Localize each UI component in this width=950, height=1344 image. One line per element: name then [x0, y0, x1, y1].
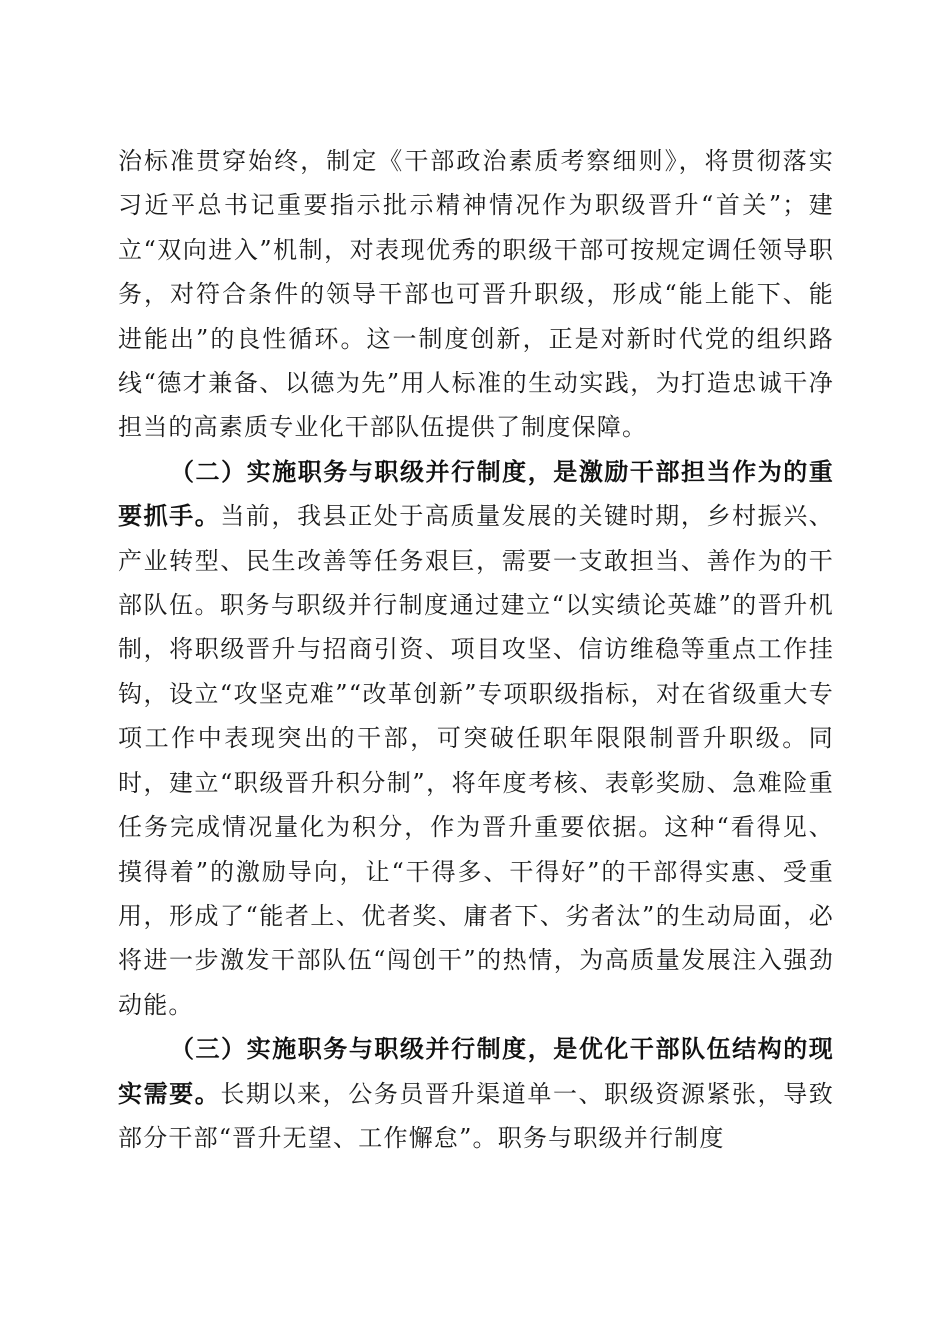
paragraph-1 [118, 139, 834, 450]
paragraph-2-heading: （二）实施职务与职级并行制度，是激励干部担当作为的重要抓手。 [118, 456, 834, 531]
paragraph-3-text: 长期以来，公务员晋升渠道单一、职级资源紧张，导致部分干部“晋升无望、工作懈怠”。职务与职级并行制度 [118, 1079, 834, 1152]
paragraph-1-text: 治标准贯穿始终，制定《干部政治素质考察细则》，将贯彻落实习近平总书记重要指示批示精神情况作为职级晋升“首关”；建立“双向进入”机制，对表现优秀的职级干部可按规定调任领导职务，对符合条件的领导干部也可晋升职级，形成“能上能下、能进能出”的良性循环。这一制度创新，正是对新时代党的组织路线“德才兼备、以德为先”用人标准的生动实践，为打造忠诚干净担当的高素质专业化干部队伍提供了制度保障。 [118, 147, 834, 442]
paragraph-3 [118, 1027, 834, 1160]
paragraph-2 [118, 450, 834, 1027]
paragraph-3-heading: （三）实施职务与职级并行制度，是优化干部队伍结构的现实需要。 [118, 1034, 834, 1108]
document-body [118, 139, 834, 1160]
paragraph-2-text: 当前，我县正处于高质量发展的关键时期，乡村振兴、产业转型、民生改善等任务艰巨，需要一支敢担当、善作为的干部队伍。职务与职级并行制度通过建立“以实绩论英雄”的晋升机制，将职级晋升与招商引资、项目攻坚、信访维稳等重点工作挂钩，设立“攻坚克难”“改革创新”专项职级指标，对在省级重大专项工作中表现突出的干部，可突破任职年限限制晋升职级。同时，建立“职级晋升积分制”，将年度考核、表彰奖励、急难险重任务完成情况量化为积分，作为晋升重要依据。这种“看得见、摸得着”的激励导向，让“干得多、干得好”的干部得实惠、受重用，形成了“能者上、优者奖、庸者下、劣者汰”的生动局面，必将进一步激发干部队伍“闯创干”的热情，为高质量发展注入强劲动能。 [118, 502, 834, 1019]
